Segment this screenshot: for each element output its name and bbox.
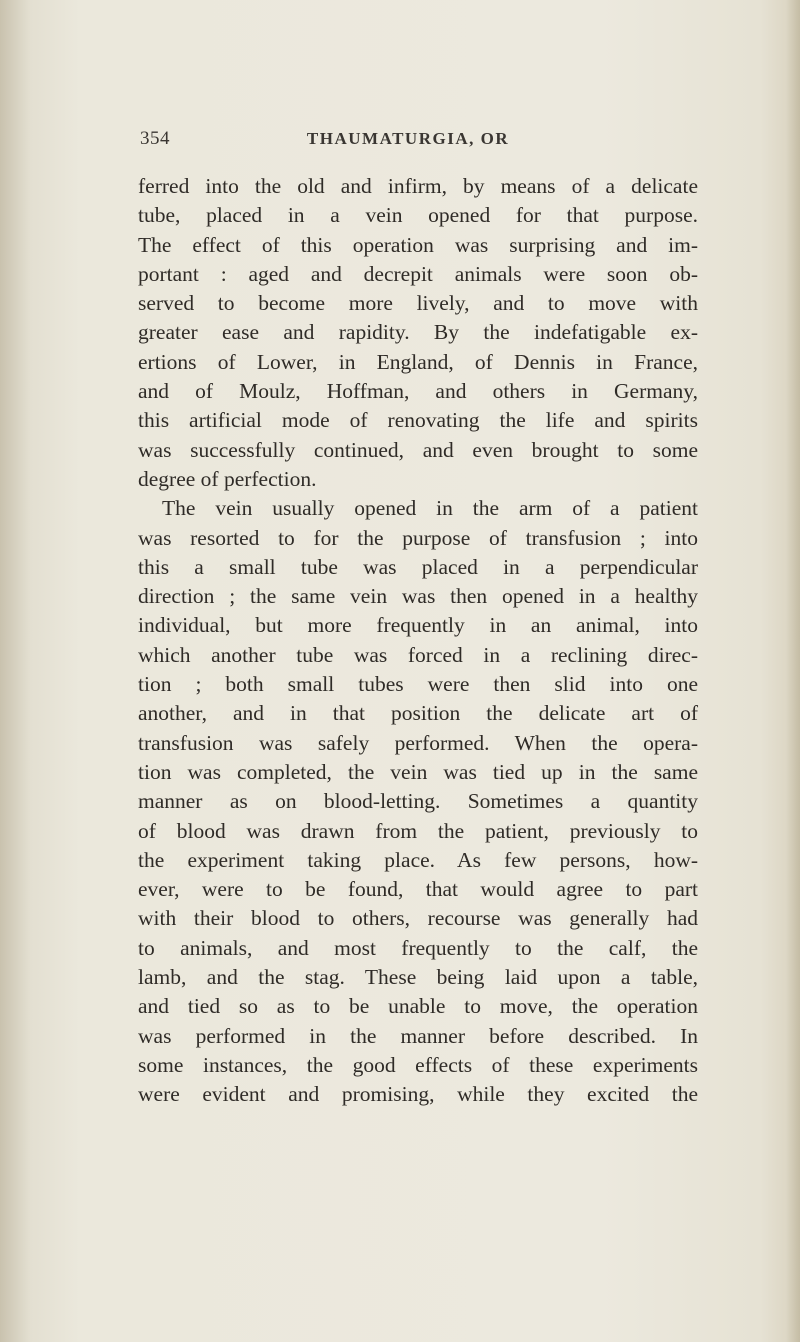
text-line: ertions of Lower, in England, of Dennis in France, bbox=[138, 349, 698, 374]
body-text bbox=[138, 172, 698, 1110]
text-line: tion ; both small tubes were then slid into one bbox=[138, 672, 698, 697]
text-line: portant : aged and decrepit animals were soon ob- bbox=[138, 261, 698, 286]
text-line: this artificial mode of renovating the life and spirits bbox=[138, 408, 698, 433]
text-line: another, and in that position the delicate art of bbox=[138, 701, 698, 726]
running-head: THAUMATURGIA, OR bbox=[306, 129, 510, 148]
text-line: was successfully continued, and even brought to some bbox=[138, 437, 698, 462]
text-line: the experiment taking place. As few persons, how- bbox=[138, 847, 698, 872]
page-edge-shadow bbox=[786, 0, 800, 1342]
text-line: which another tube was forced in a reclining direc- bbox=[138, 642, 698, 667]
text-line: The vein usually opened in the arm of a patient bbox=[162, 496, 698, 521]
page-header bbox=[0, 128, 800, 158]
text-line: ever, were to be found, that would agree to part bbox=[138, 877, 698, 902]
text-line: were evident and promising, while they excited the bbox=[138, 1082, 698, 1107]
text-line: manner as on blood-letting. Sometimes a quantity bbox=[138, 789, 698, 814]
text-line: transfusion was safely performed. When the opera- bbox=[138, 730, 698, 755]
page-number: 354 bbox=[140, 128, 170, 149]
text-line: this a small tube was placed in a perpendicular bbox=[138, 554, 698, 579]
text-line: greater ease and rapidity. By the indefatigable ex- bbox=[138, 320, 698, 345]
text-line: with their blood to others, recourse was generally had bbox=[138, 906, 698, 931]
text-line: degree of perfection. bbox=[138, 466, 317, 491]
text-line: The effect of this operation was surprising and im- bbox=[138, 232, 698, 257]
text-line: direction ; the same vein was then opened in a healthy bbox=[138, 584, 698, 609]
text-line: some instances, the good effects of these experiments bbox=[138, 1052, 698, 1077]
text-line: and tied so as to be unable to move, the operation bbox=[138, 994, 698, 1019]
text-line: tube, placed in a vein opened for that purpose. bbox=[138, 203, 698, 228]
text-line: was performed in the manner before described. In bbox=[138, 1023, 698, 1048]
text-line: ferred into the old and infirm, by means of a delicate bbox=[138, 174, 698, 198]
text-line: tion was completed, the vein was tied up in the same bbox=[138, 759, 698, 784]
text-line: individual, but more frequently in an animal, into bbox=[138, 613, 698, 638]
text-line: was resorted to for the purpose of transfusion ; into bbox=[138, 525, 698, 550]
text-line: lamb, and the stag. These being laid upon a table, bbox=[138, 965, 698, 990]
text-line: to animals, and most frequently to the calf, the bbox=[138, 935, 698, 960]
text-line: and of Moulz, Hoffman, and others in Germany, bbox=[138, 379, 698, 404]
text-line: of blood was drawn from the patient, previously to bbox=[138, 818, 698, 843]
text-line: served to become more lively, and to move with bbox=[138, 291, 698, 316]
